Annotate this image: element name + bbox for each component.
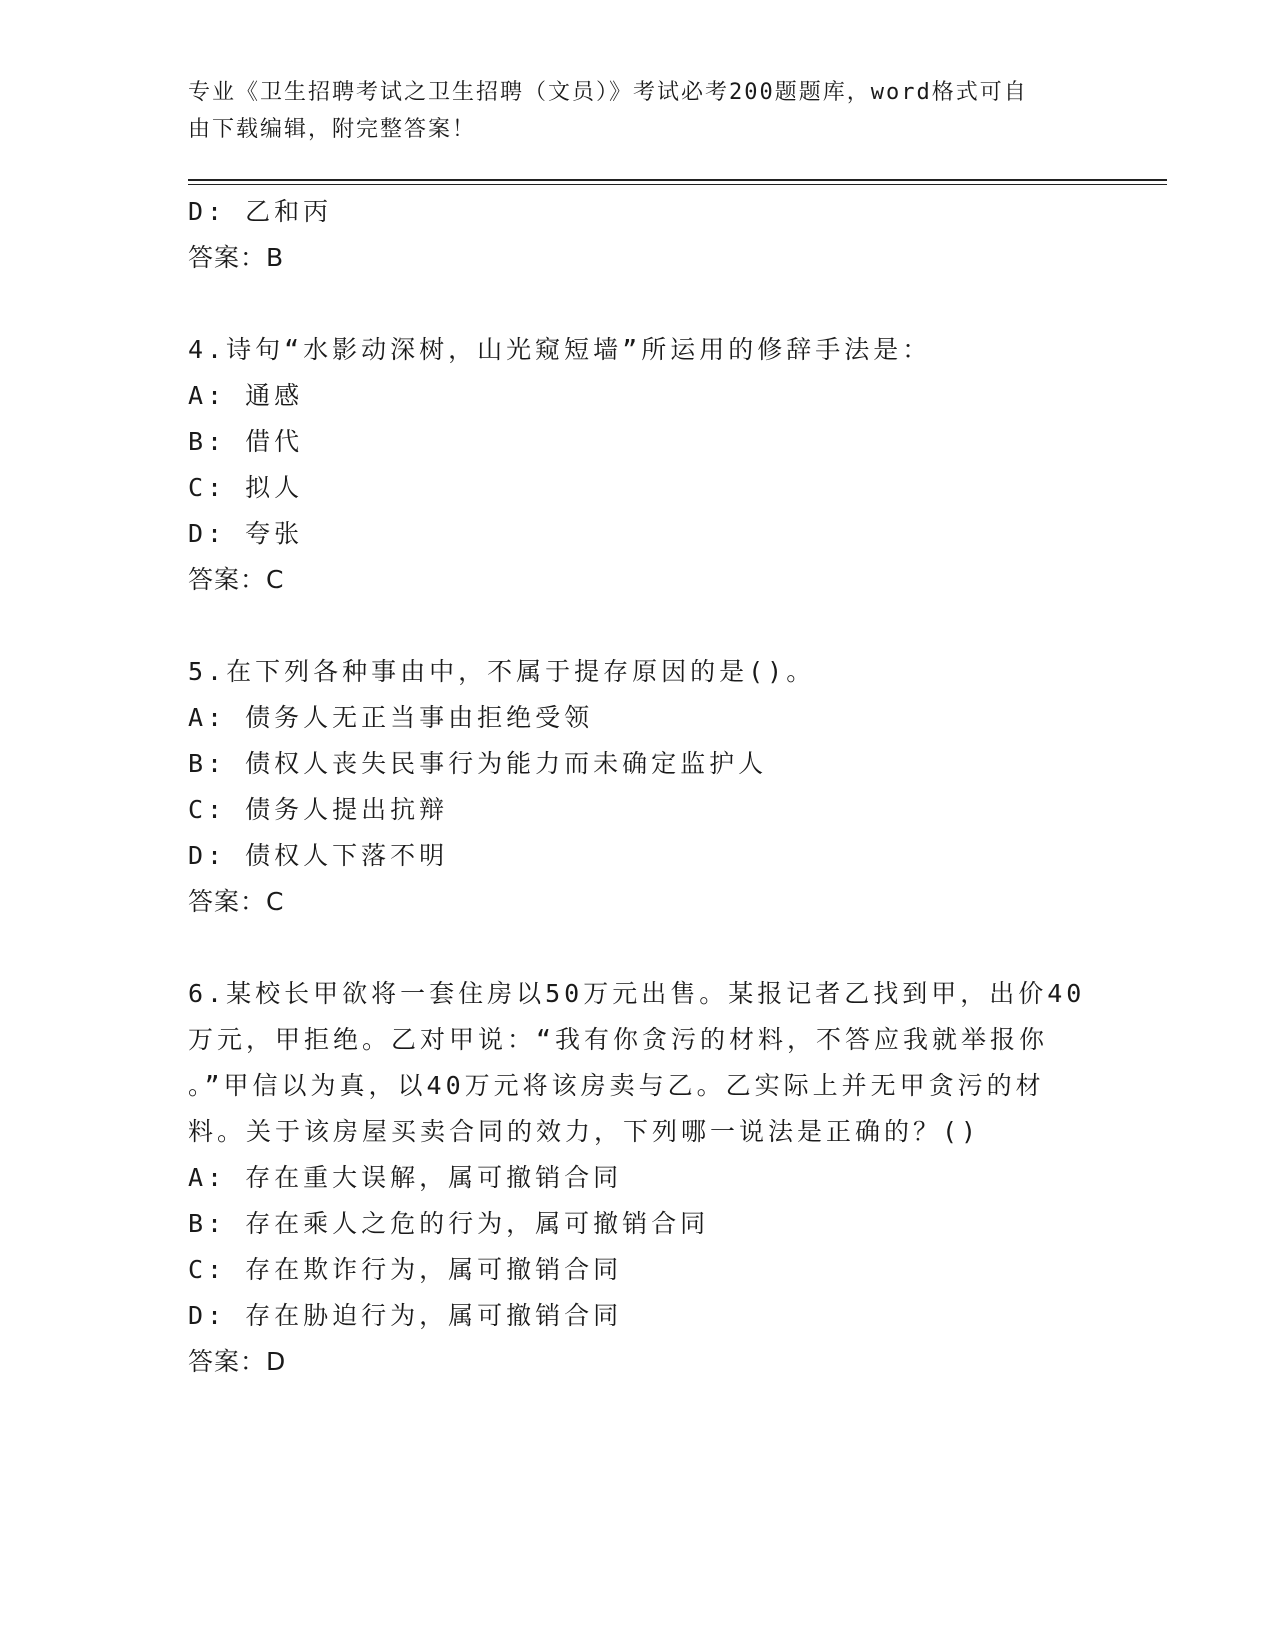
option-b: B: 借代 — [188, 427, 304, 456]
header-divider-thin — [188, 184, 1167, 185]
question-4 — [188, 327, 1118, 603]
answer-line: 答案：B — [188, 243, 285, 272]
document-header — [188, 74, 1088, 148]
question-stem-line-3: 。”甲信以为真，以40万元将该房卖与乙。乙实际上并无甲贪污的材 — [188, 1071, 1045, 1100]
question-stem: 4.诗句“水影动深树，山光窥短墙”所运用的修辞手法是： — [188, 335, 932, 364]
question-stem-line-2: 万元，甲拒绝。乙对甲说：“我有你贪污的材料，不答应我就举报你 — [188, 1025, 1049, 1054]
option-c: C: 存在欺诈行为，属可撤销合同 — [188, 1255, 623, 1284]
option-a: A: 债务人无正当事由拒绝受领 — [188, 703, 594, 732]
previous-question-tail — [188, 189, 1118, 281]
question-5 — [188, 649, 1118, 925]
answer-line: 答案：C — [188, 565, 285, 594]
option-b: B: 存在乘人之危的行为，属可撤销合同 — [188, 1209, 710, 1238]
question-list — [188, 189, 1118, 1385]
question-stem-line-1: 6.某校长甲欲将一套住房以50万元出售。某报记者乙找到甲，出价40 — [188, 979, 1086, 1008]
question-stem: 5.在下列各种事由中，不属于提存原因的是()。 — [188, 657, 816, 686]
spacer — [188, 281, 1118, 327]
option-d: D: 夸张 — [188, 519, 304, 548]
option-c: C: 拟人 — [188, 473, 304, 502]
spacer — [188, 603, 1118, 649]
spacer — [188, 925, 1118, 971]
option-b: B: 债权人丧失民事行为能力而未确定监护人 — [188, 749, 768, 778]
option-c: C: 债务人提出抗辩 — [188, 795, 449, 824]
option-d: D: 债权人下落不明 — [188, 841, 449, 870]
option-d: D: 乙和丙 — [188, 197, 333, 226]
option-a: A: 通感 — [188, 381, 304, 410]
answer-line: 答案：D — [188, 1347, 287, 1376]
answer-line: 答案：C — [188, 887, 285, 916]
header-divider-thick — [188, 179, 1167, 181]
option-d: D: 存在胁迫行为，属可撤销合同 — [188, 1301, 623, 1330]
question-stem-line-4: 料。关于该房屋买卖合同的效力，下列哪一说法是正确的？() — [188, 1117, 981, 1146]
option-a: A: 存在重大误解，属可撤销合同 — [188, 1163, 623, 1192]
header-line-1: 专业《卫生招聘考试之卫生招聘（文员）》考试必考200题题库，word格式可自 — [188, 80, 1028, 105]
header-line-2: 由下载编辑，附完整答案！ — [188, 117, 477, 142]
question-6 — [188, 971, 1118, 1385]
